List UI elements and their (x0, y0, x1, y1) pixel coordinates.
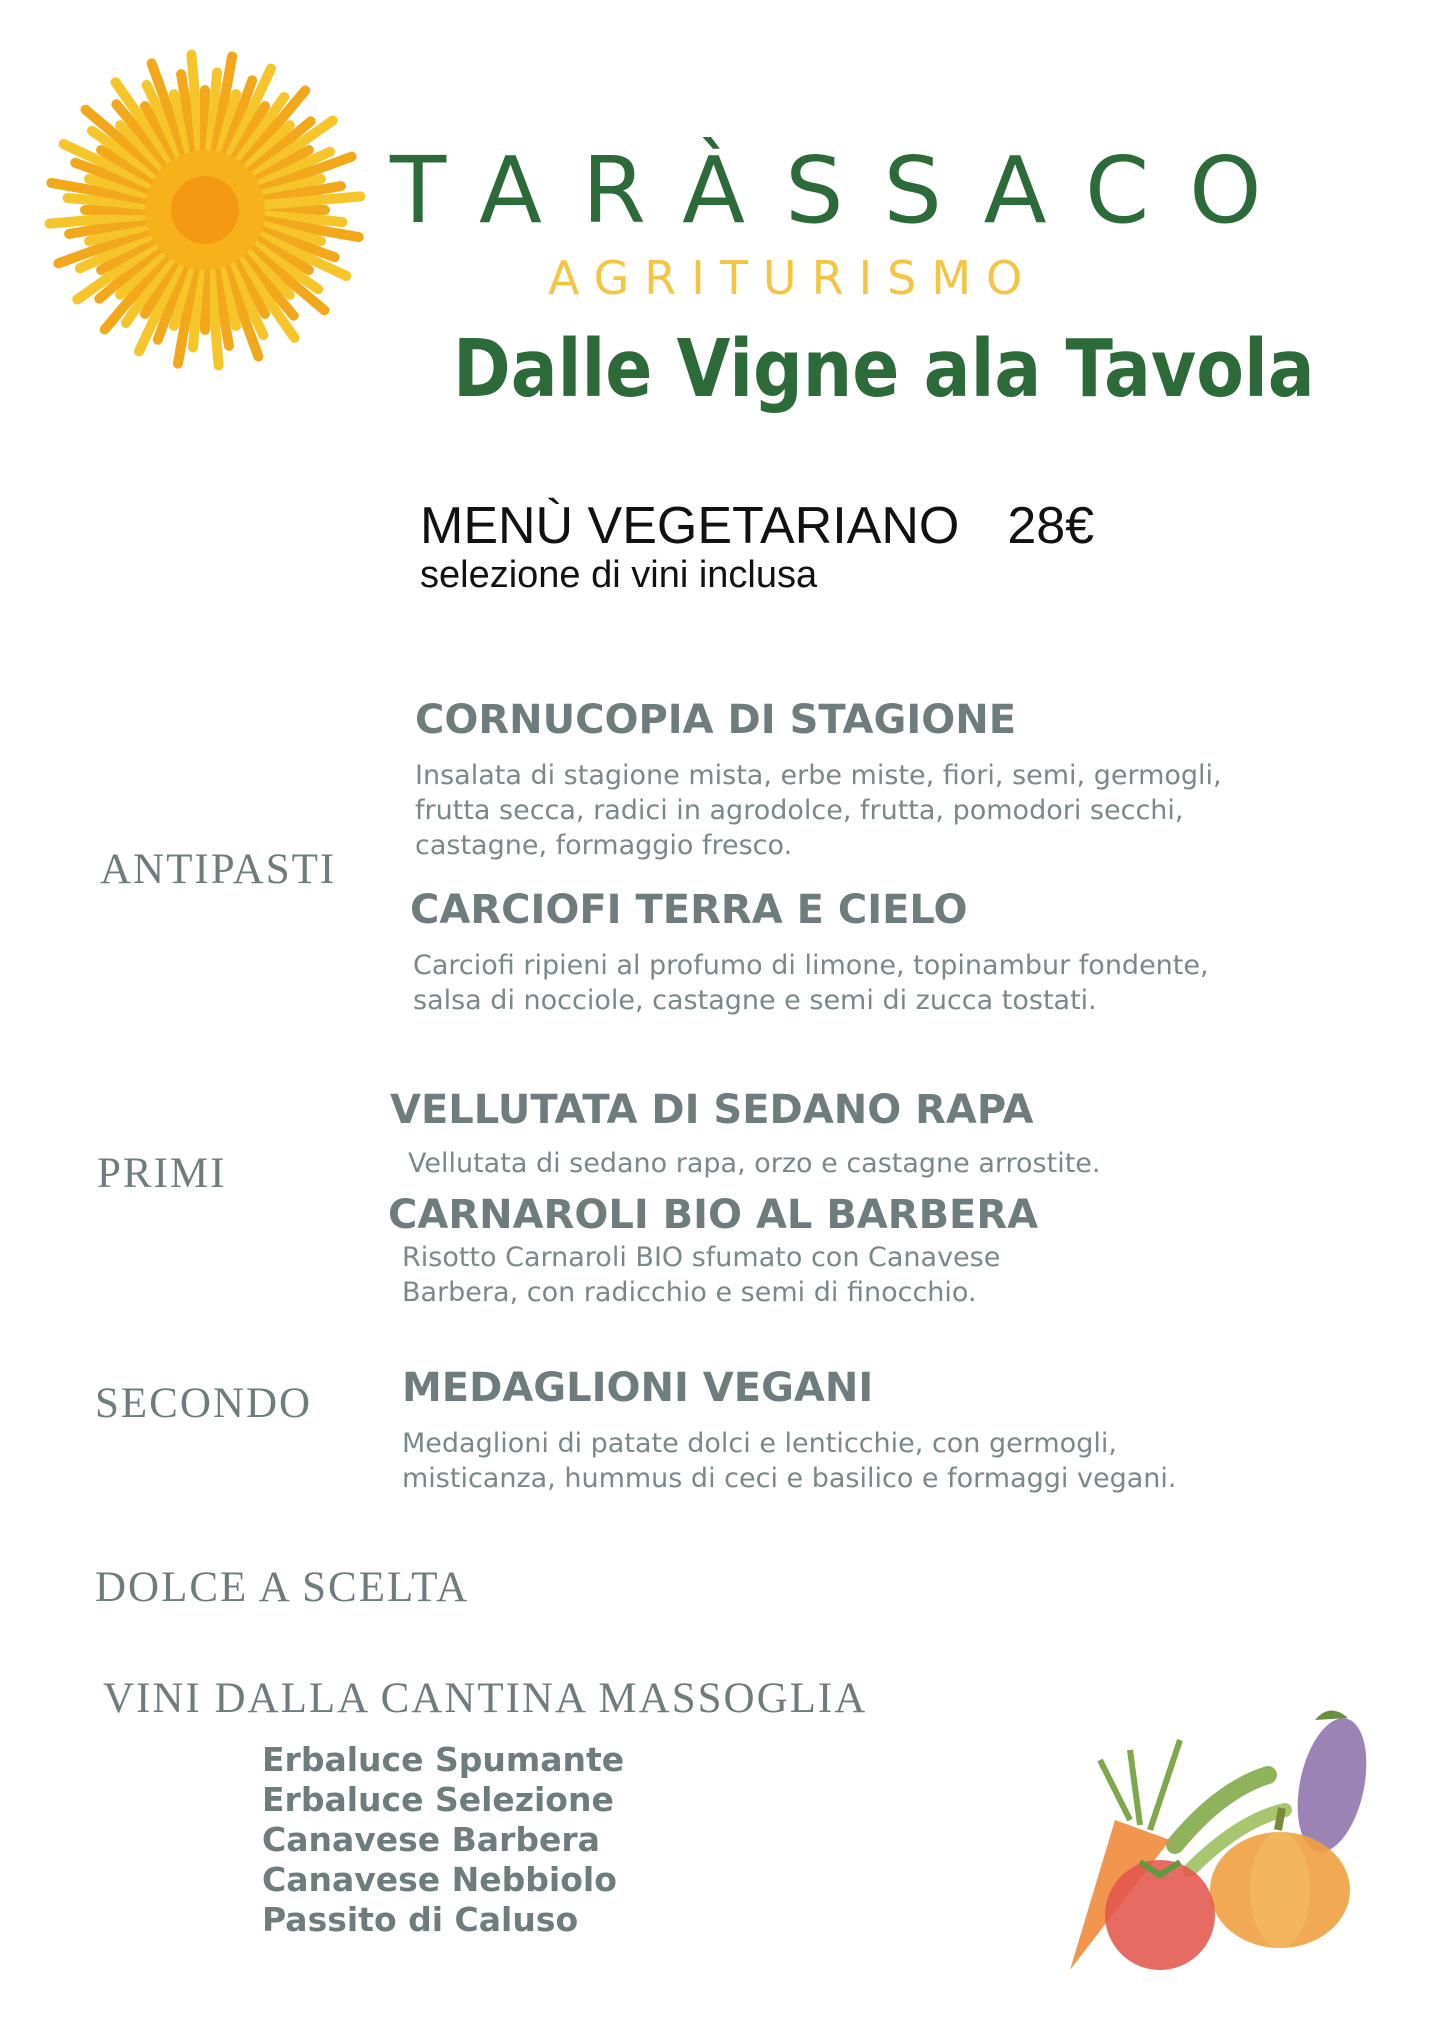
tagline: Dalle Vigne ala Tavola (453, 323, 1315, 415)
dish-description (408, 1146, 1101, 1181)
description-line: Risotto Carnaroli BIO sfumato con Canavese (402, 1242, 1001, 1273)
vegetables-illustration-icon (1030, 1680, 1400, 1980)
brand-subtitle: AGRITURISMO (548, 251, 1038, 305)
dish-description (402, 1426, 1176, 1496)
dish-description (413, 948, 1209, 1018)
dish-name: CORNUCOPIA DI STAGIONE (415, 697, 1017, 743)
wine-item: Erbaluce Selezione (262, 1780, 614, 1819)
description-line: Carciofi ripieni al profumo di limone, topinambur fondente, (413, 950, 1209, 981)
dish-description (402, 1240, 1000, 1310)
description-line: misticanza, hummus di ceci e basilico e formaggi vegani. (402, 1463, 1177, 1494)
menu-title (420, 497, 1095, 555)
brand-title: TARÀSSACO (390, 137, 1302, 244)
menu-title-text: MENÙ VEGETARIANO (420, 497, 960, 555)
menu-price: 28€ (1007, 497, 1095, 555)
wine-item: Canavese Barbera (262, 1820, 600, 1859)
dish-name: VELLUTATA DI SEDANO RAPA (390, 1087, 1034, 1133)
description-line: salsa di nocciole, castagne e semi di zucca tostati. (413, 985, 1097, 1016)
wines-title: VINI DALLA CANTINA MASSOGLIA (103, 1675, 868, 1722)
description-line: Medaglioni di patate dolci e lenticchie, con germogli, (402, 1428, 1117, 1459)
description-line: castagne, formaggio fresco. (415, 830, 793, 861)
description-line: frutta secca, radici in agrodolce, frutta, pomodori secchi, (415, 795, 1184, 826)
dish-name: CARNAROLI BIO AL BARBERA (388, 1192, 1039, 1238)
description-line: Barbera, con radicchio e semi di finocchio. (402, 1277, 977, 1308)
description-line: Insalata di stagione mista, erbe miste, fiori, semi, germogli, (415, 760, 1222, 791)
dandelion-flower-icon (40, 40, 370, 380)
course-label-antipasti: ANTIPASTI (100, 846, 337, 893)
dish-name: MEDAGLIONI VEGANI (402, 1365, 874, 1411)
menu-subtitle: selezione di vini inclusa (420, 554, 818, 596)
course-label-dolce: DOLCE A SCELTA (95, 1564, 470, 1611)
course-label-primi: PRIMI (97, 1150, 227, 1197)
wine-list (262, 1740, 624, 1940)
course-label-secondo: SECONDO (95, 1380, 313, 1427)
wine-item: Passito di Caluso (262, 1900, 579, 1939)
dish-name: CARCIOFI TERRA E CIELO (410, 887, 968, 933)
description-line: Vellutata di sedano rapa, orzo e castagne arrostite. (408, 1148, 1101, 1179)
dish-description (415, 758, 1222, 863)
wine-item: Canavese Nebbiolo (262, 1860, 617, 1899)
wine-item: Erbaluce Spumante (262, 1740, 625, 1779)
